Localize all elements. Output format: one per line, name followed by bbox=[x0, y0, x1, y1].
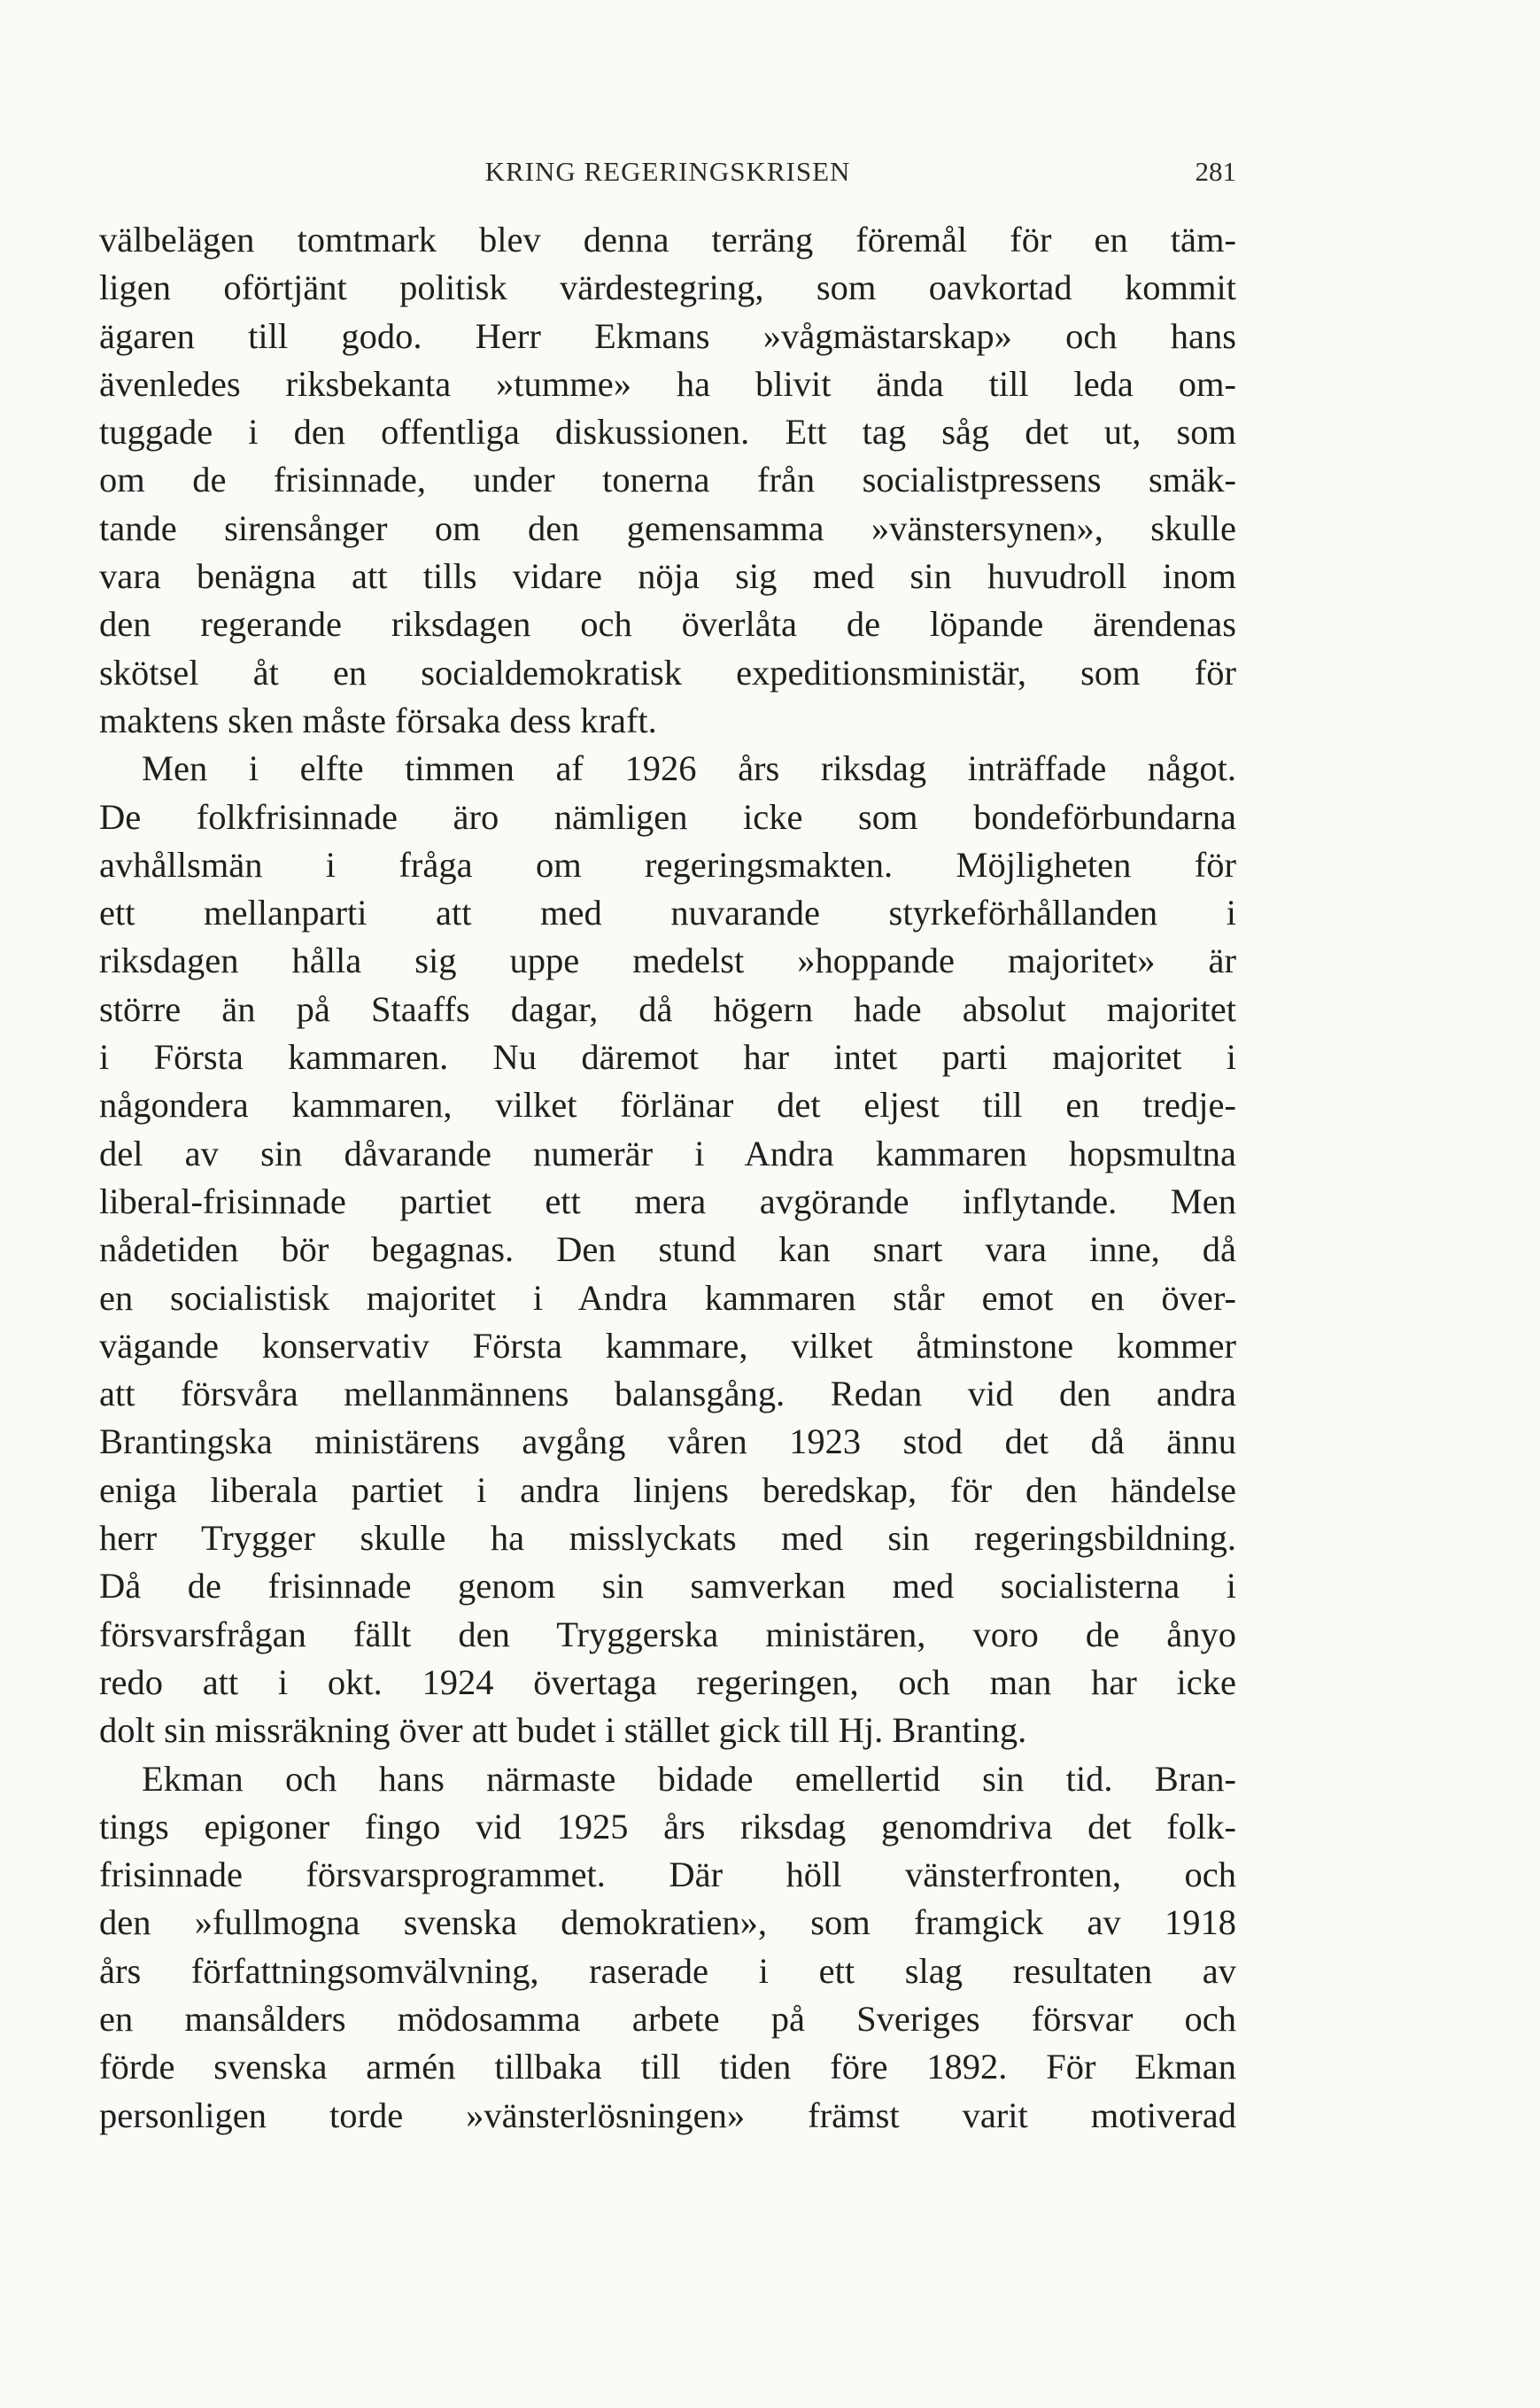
text-line: i Första kammaren. Nu däremot har intet parti majoritet i bbox=[99, 1037, 1236, 1078]
text-line: dolt sin missräkning över att budet i stället gick till Hj. Branting. bbox=[99, 1710, 1027, 1751]
text-line: vägande konservativ Första kammare, vilket åtminstone kommer bbox=[99, 1325, 1236, 1366]
text-line: ävenledes riksbekanta »tumme» ha blivit ända till leda om- bbox=[99, 363, 1236, 404]
text-line: Brantingska ministärens avgång våren 1923 stod det då ännu bbox=[99, 1421, 1236, 1462]
paragraph bbox=[99, 745, 1236, 1754]
text-line: frisinnade försvarsprogrammet. Där höll vänsterfronten, och bbox=[99, 1854, 1236, 1895]
text-line: att försvåra mellanmännens balansgång. Redan vid den andra bbox=[99, 1374, 1236, 1414]
text-line: välbelägen tomtmark blev denna terräng föremål för en täm- bbox=[99, 220, 1236, 259]
text-line: tings epigoner fingo vid 1925 års riksdag genomdriva det folk- bbox=[99, 1806, 1236, 1847]
text-line: försvarsfrågan fällt den Tryggerska ministären, voro de ånyo bbox=[99, 1614, 1236, 1654]
text-line: någondera kammaren, vilket förlänar det eljest till en tredje- bbox=[99, 1085, 1236, 1126]
text-line: Ekman och hans närmaste bidade emellertid sin tid. Bran- bbox=[142, 1758, 1236, 1799]
page-number: 281 bbox=[1195, 156, 1236, 187]
text-line: den regerande riksdagen och överlåta de löpande ärendenas bbox=[99, 604, 1236, 645]
text-line: personligen torde »vänsterlösningen» främst varit motiverad bbox=[99, 2094, 1236, 2135]
text-line: den »fullmogna svenska demokratien», som framgick av 1918 bbox=[99, 1902, 1236, 1943]
paragraph bbox=[99, 216, 1236, 745]
paragraph bbox=[99, 1755, 1236, 2140]
text-line: tuggade i den offentliga diskussionen. Ett tag såg det ut, som bbox=[99, 412, 1236, 453]
text-line: del av sin dåvarande numerär i Andra kammaren hopsmultna bbox=[99, 1133, 1236, 1173]
body-text bbox=[99, 216, 1236, 2140]
text-line: eniga liberala partiet i andra linjens beredskap, för den händelse bbox=[99, 1469, 1236, 1510]
text-line: avhållsmän i fråga om regeringsmakten. Möjligheten för bbox=[99, 844, 1236, 885]
text-line: Då de frisinnade genom sin samverkan med socialisterna i bbox=[99, 1566, 1236, 1607]
text-line: ägaren till godo. Herr Ekmans »vågmästarskap» och hans bbox=[99, 315, 1236, 356]
page-header bbox=[99, 156, 1236, 195]
text-line: större än på Staaffs dagar, då högern hade absolut majoritet bbox=[99, 988, 1236, 1029]
text-line: om de frisinnade, under tonerna från socialistpressens smäk- bbox=[99, 460, 1236, 500]
running-title: KRING REGERINGSKRISEN bbox=[484, 156, 851, 187]
text-line: en mansålders mödosamma arbete på Sveriges försvar och bbox=[99, 1998, 1236, 2039]
text-line: nådetiden bör begagnas. Den stund kan snart vara inne, då bbox=[99, 1229, 1236, 1270]
text-line: De folkfrisinnade äro nämligen icke som bondeförbundarna bbox=[99, 796, 1236, 837]
text-line: förde svenska armén tillbaka till tiden före 1892. För Ekman bbox=[99, 2047, 1236, 2087]
text-line: ett mellanparti att med nuvarande styrkeförhållanden i bbox=[99, 893, 1236, 933]
text-line: ligen oförtjänt politisk värdestegring, som oavkortad kommit bbox=[99, 267, 1236, 308]
text-line: en socialistisk majoritet i Andra kammaren står emot en över- bbox=[99, 1277, 1236, 1318]
text-line: redo att i okt. 1924 övertaga regeringen, och man har icke bbox=[99, 1661, 1236, 1702]
text-line: tande sirensånger om den gemensamma »vänstersynen», skulle bbox=[99, 507, 1236, 548]
text-line: maktens sken måste försaka dess kraft. bbox=[99, 700, 657, 740]
text-line: års författningsomvälvning, raserade i ett slag resultaten av bbox=[99, 1950, 1236, 1991]
text-line: riksdagen hålla sig uppe medelst »hoppande majoritet» är bbox=[99, 941, 1236, 981]
text-line: liberal-frisinnade partiet ett mera avgörande inflytande. Men bbox=[99, 1181, 1236, 1221]
text-line: Men i elfte timmen af 1926 års riksdag inträffade något. bbox=[142, 748, 1236, 789]
text-line: vara benägna att tills vidare nöja sig med sin huvudroll inom bbox=[99, 556, 1236, 597]
text-line: skötsel åt en socialdemokratisk expeditionsministär, som för bbox=[99, 652, 1236, 693]
text-line: herr Trygger skulle ha misslyckats med sin regeringsbildning. bbox=[99, 1518, 1236, 1559]
